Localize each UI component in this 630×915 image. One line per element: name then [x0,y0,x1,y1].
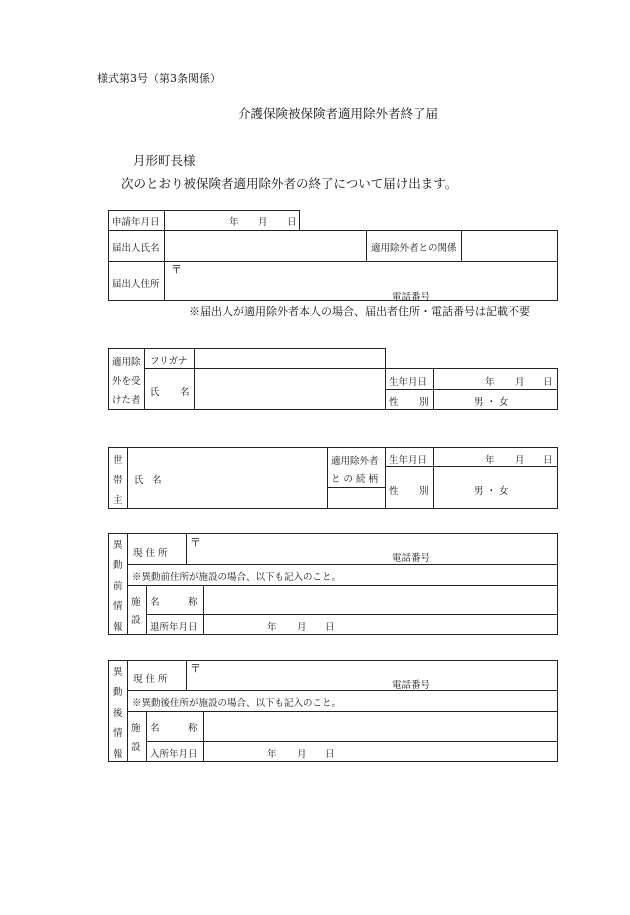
furigana-label: フリガナ [150,356,188,367]
householder-name-label-2: 名 [152,475,162,486]
after-date-label: 入所年月日 [150,749,198,760]
before-label-1: 異 [113,540,123,551]
householder-sex-label-1: 性 [389,486,399,497]
relation-field[interactable] [462,231,557,261]
before-facility-label-2: 設 [131,615,141,626]
furigana-field[interactable] [195,349,385,368]
person-sex-label-1: 性 [389,397,399,408]
addressee: 月形町長様 [133,153,196,168]
householder-birth-month: 月 [515,455,525,466]
person-sex-label-2: 別 [419,397,429,408]
before-label-3: 前 [113,581,123,592]
before-facility-note: ※異動前住所が施設の場合、以下も記入のこと。 [132,572,342,583]
after-label-2: 動 [113,687,123,698]
excluded-person-label-2: 外を受 [112,376,141,387]
before-facility-name-label-1: 名 [150,597,160,608]
excluded-person-label-3: けた者 [112,395,141,406]
before-phone-label: 電話番号 [392,553,431,564]
householder-birth-label: 生年月日 [389,455,428,466]
householder-relation-label-2: と の 続 柄 [331,474,379,485]
intro-text: 次のとおり被保険者適用除外者の終了について届け出ます。 [121,176,458,191]
applicant-note: ※届出人が適用除外者本人の場合、届出者住所・電話番号は記載不要 [189,305,530,318]
person-name-label-1: 氏 [150,387,160,398]
before-date-month: 月 [297,622,307,633]
person-name-field[interactable] [195,369,385,409]
applicant-name-field[interactable] [165,231,366,261]
person-sex-options[interactable]: 男 ・ 女 [474,397,509,408]
before-date-field[interactable] [204,615,557,634]
householder-relation-label-1: 適用除外者 [331,456,379,467]
after-date-month: 月 [297,749,307,760]
after-facility-name-label-2: 称 [188,723,198,734]
person-name-label-2: 名 [180,387,190,398]
before-facility-name-field[interactable] [204,586,557,614]
form-number: 様式第3号（第3条関係） [97,72,221,85]
after-phone-label: 電話番号 [392,680,431,691]
before-label-4: 情 [113,601,123,612]
after-facility-name-field[interactable] [204,712,557,741]
form-title: 介護保険被保険者適用除外者終了届 [238,106,439,121]
postal-mark-icon: 〒 [171,263,182,276]
person-birth-month: 月 [515,377,525,388]
before-date-label: 退所年月日 [150,622,198,633]
person-birth-year: 年 [485,377,495,388]
person-birth-day: 日 [543,377,553,388]
before-facility-name-label-2: 称 [188,597,198,608]
householder-label-1: 世 [113,455,123,466]
after-date-field[interactable] [204,742,557,761]
after-facility-label-1: 施 [131,723,141,734]
after-label-1: 異 [113,667,123,678]
after-facility-label-2: 設 [131,742,141,753]
person-birth-label: 生年月日 [389,377,428,388]
date-unit-month: 月 [258,217,268,228]
before-facility-label-1: 施 [131,597,141,608]
householder-birth-day: 日 [543,455,553,466]
after-address-label: 現 住 所 [133,674,168,685]
householder-sex-options[interactable]: 男 ・ 女 [474,486,509,497]
date-unit-year: 年 [229,217,239,228]
householder-birth-year: 年 [485,455,495,466]
householder-name-field[interactable] [166,448,327,508]
after-facility-note: ※異動後住所が施設の場合、以下も記入のこと。 [132,698,342,709]
after-date-year: 年 [267,749,277,760]
applicant-name-label: 届出人氏名 [112,243,160,254]
before-label-2: 動 [113,560,123,571]
before-date-day: 日 [325,622,335,633]
householder-label-3: 主 [113,495,123,506]
applicant-address-label: 届出人住所 [112,279,160,290]
householder-sex-label-2: 別 [419,486,429,497]
person-birth-field[interactable] [434,369,557,389]
after-date-day: 日 [325,749,335,760]
after-address-field[interactable] [187,661,557,690]
before-postal-mark-icon: 〒 [190,536,201,549]
householder-label-2: 帯 [113,475,123,486]
before-address-field[interactable] [187,534,557,564]
householder-name-label-1: 氏 [134,475,144,486]
before-label-5: 報 [113,622,123,633]
applicant-address-field[interactable] [165,262,557,300]
after-label-4: 情 [113,728,123,739]
date-unit-day: 日 [287,217,297,228]
after-label-5: 報 [113,749,123,760]
after-label-3: 後 [113,708,123,719]
application-date-label: 申請年月日 [112,217,160,228]
excluded-person-label-1: 適用除 [112,357,141,368]
phone-label: 電話番号 [392,292,431,303]
householder-birth-field[interactable] [434,448,557,466]
householder-relation-field[interactable] [328,488,385,508]
before-address-label: 現 住 所 [133,548,168,559]
after-facility-name-label-1: 名 [150,723,160,734]
relation-label: 適用除外者との関係 [371,243,457,254]
before-date-year: 年 [267,622,277,633]
after-postal-mark-icon: 〒 [190,662,201,675]
